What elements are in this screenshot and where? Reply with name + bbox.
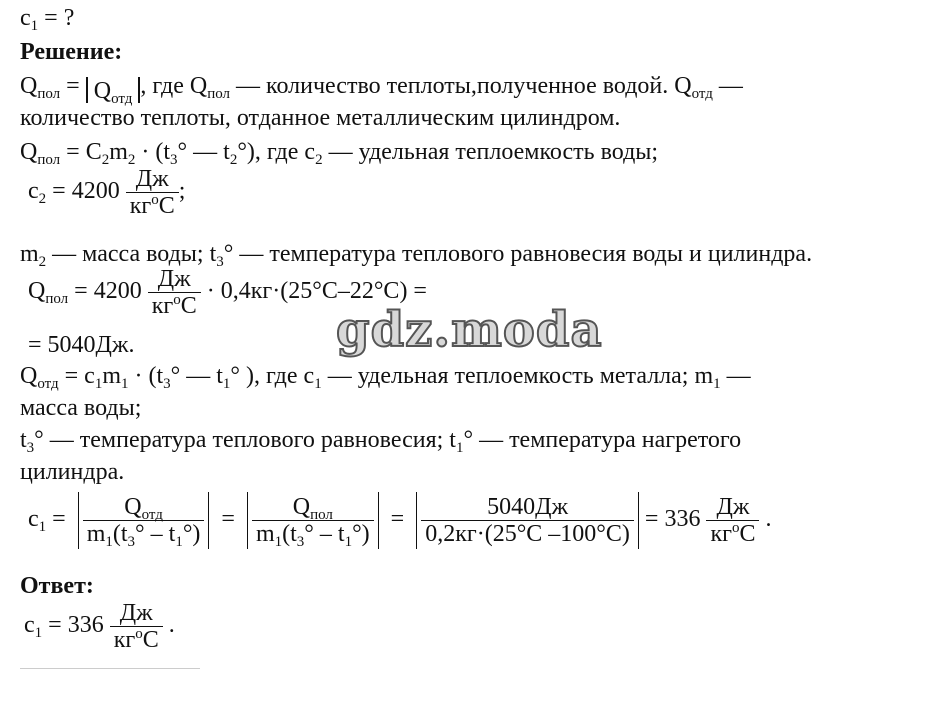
abs-fraction: $\frac{Q_{пол}}{m_1(t_3^\circ - t_1^\circ)}$ xyxy=(247,492,379,549)
formula-line: $Q_{пол} = C_2m_2 \cdot (t_3^\circ$ — $t_2^\circ$), где $c_2$ — удельная теплоемкость воды; xyxy=(20,139,659,168)
text-line: цилиндра. xyxy=(20,459,125,485)
fraction: $\frac{Дж}{кг^oC}$ xyxy=(110,600,163,653)
text-line: масса воды; xyxy=(20,395,142,421)
formula-c2: $c_2 = 4200$ $\frac{Дж}{кг^oC}$ ; xyxy=(28,166,186,219)
answer-heading: Ответ: xyxy=(20,573,94,599)
abs-value: $Q_{отд}$ xyxy=(86,77,141,103)
fraction: $\frac{Дж}{кг^oC}$ xyxy=(706,494,759,547)
text-line: $t_3^\circ$ — температура теплового равновесия; $t_1^\circ$ — температура нагретого xyxy=(20,427,742,456)
heat-balance-line: $Q_{пол} = Q_{отд}$ , где $Q_{пол}$ — количество теплоты,полученное водой. $Q_{отд}$ — xyxy=(20,73,743,107)
watermark: gdz.moda xyxy=(336,302,603,358)
formula-c1-calc: $c_1$ = $\frac{Q_{отд}}{m_1(t_3^\circ - t_1^\circ)}$ = $\frac{Q_{пол}}{m_1(t_3^\circ - t_1^\circ)}$ = $\frac{5040Дж}{0,2кг\cdot(25^\circ C -100^\circ C)}$ = 336 $\frac{Дж}{кг^oC}$ . xyxy=(28,494,772,550)
text-line: количество теплоты, отданное металлическим цилиндром. xyxy=(20,105,621,131)
formula-answer: $c_1 = 336$ $\frac{Дж}{кг^oC}$ . xyxy=(24,600,175,653)
divider xyxy=(20,668,200,669)
formula-qpol: $Q_{пол} = 4200$ $\frac{Дж}{кг^oC}$ · 0,4кг·(25°C–22°C) = xyxy=(28,266,427,319)
abs-fraction: $\frac{5040Дж}{0,2кг\cdot(25^\circ C -100^\circ C)}$ xyxy=(416,492,639,549)
abs-fraction: $\frac{Q_{отд}}{m_1(t_3^\circ - t_1^\circ)}$ xyxy=(78,492,210,549)
formula-line: $Q_{отд} = c_1m_1 \cdot (t_3^\circ$ — $t_1^\circ$ ), где $c_1$ — удельная теплоемкость металла; $m_1$ — xyxy=(20,363,751,392)
fraction: $\frac{Дж}{кг^oC}$ xyxy=(148,266,201,319)
formula-result: = 5040Дж. xyxy=(28,332,135,358)
unknown-line: $c_1$ = ? xyxy=(20,5,75,34)
fraction: $\frac{Дж}{кг^oC}$ xyxy=(126,166,179,219)
solution-heading: Решение: xyxy=(20,39,123,65)
text-line: $m_2$ — масса воды; $t_3^\circ$ — температура теплового равновесия воды и цилиндра. xyxy=(20,241,813,270)
